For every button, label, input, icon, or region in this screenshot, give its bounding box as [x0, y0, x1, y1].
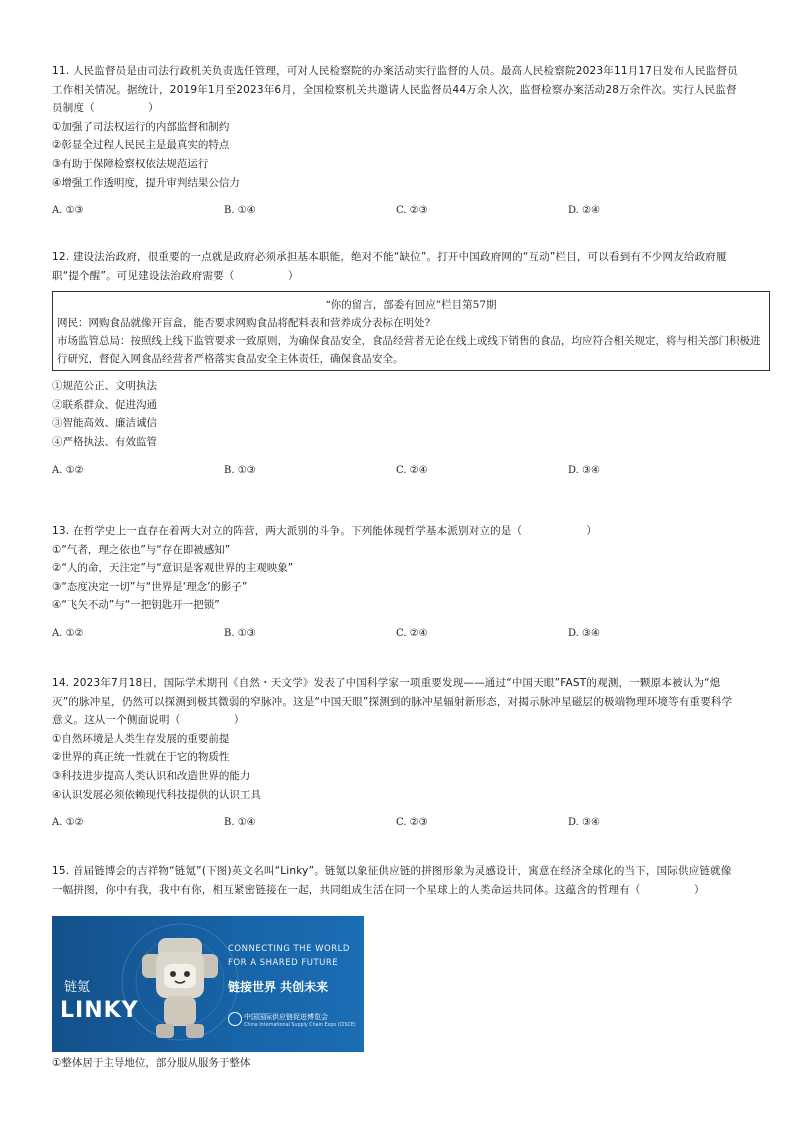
option-item: ②世界的真正统一性就在于它的物质性 — [52, 751, 230, 764]
option-item: ①自然环境是人类生存发展的重要前提 — [52, 732, 230, 745]
option-item: ②彰显全过程人民民主是最真实的特点 — [52, 139, 230, 152]
option-item: ④“飞矢不动”与“一把钥匙开一把锁” — [52, 599, 220, 612]
choice-d: D. ②④ — [568, 205, 600, 217]
linky-mascot-banner — [52, 916, 364, 1052]
expo-name-zh: 中国国际供应链促进博览会 — [244, 1013, 328, 1021]
question-stem: 11. 人民监督员是由司法行政机关负责选任管理，可对人民检察院的办案活动实行监督的人员。最高人民检察院2023年11月17日发布人民监督员工作相关情况。据统计，2019年1月至2023年6月，全国检察机关共邀请人民监督员44万余人次，监督检察办案活动28万余件次。实行人民监督员制度（ ） — [52, 65, 738, 115]
choice-c: C. ②④ — [396, 627, 428, 639]
material-line: 网民：网购食品就像开盲盒，能否要求网购食品将配料表和营养成分表标在明处? — [57, 317, 431, 330]
question-11 — [52, 62, 742, 220]
expo-logo-icon — [228, 1012, 242, 1026]
choice-a: A. ①② — [52, 627, 84, 639]
question-12 — [52, 248, 761, 480]
option-item: ④认识发展必须依赖现代科技提供的认识工具 — [52, 788, 261, 801]
choice-a: A. ①② — [52, 464, 84, 476]
option-item: ①整体居于主导地位，部分服从服务于整体 — [52, 1057, 251, 1069]
mascot-name-zh: 链氪 — [64, 980, 91, 995]
choice-d: D. ③④ — [568, 627, 600, 639]
choice-c: C. ②④ — [396, 464, 428, 476]
question-13 — [52, 522, 742, 643]
choice-b: B. ①③ — [224, 464, 256, 476]
option-item: ④增强工作透明度，提升审判结果公信力 — [52, 176, 240, 189]
option-item: ③科技进步提高人类认识和改造世界的能力 — [52, 769, 251, 782]
mascot-name-en: LINKY — [60, 998, 139, 1023]
answer-choices — [52, 814, 742, 832]
slogan-en-line1: CONNECTING THE WORLD — [228, 944, 350, 954]
option-item: ②联系群众、促进沟通 — [52, 398, 157, 411]
question-stem: 12. 建设法治政府，很重要的一点就是政府必须承担基本职能，绝对不能“缺位”。打开中国政府网的“互动”栏目，可以看到有不少网友给政府履职“提个醒”。可见建设法治政府需要（ ） — [52, 251, 727, 282]
expo-name-en: China International Supply Chain Expo (CISCE) — [244, 1023, 356, 1028]
slogan-zh: 链接世界 共创未来 — [228, 980, 329, 994]
choice-b: B. ①④ — [224, 205, 256, 217]
choice-a: A. ①③ — [52, 205, 84, 217]
choice-a: A. ①② — [52, 817, 84, 829]
question-stem: 15. 首届链博会的吉祥物“链氪”(下图)英文名叫“Linky”。链氪以象征供应链的拼图形象为灵感设计，寓意在经济全球化的当下，国际供应链就像一幅拼图，你中有我，我中有你，相互紧密链接在一起，共同组成生活在同一个星球上的人类命运共同体。这蕴含的哲理有（ ） — [52, 865, 732, 896]
question-stem: 13. 在哲学史上一直存在着两大对立的阵营，两大派别的斗争。下列能体现哲学基本派别对立的是（ ） — [52, 525, 598, 537]
answer-choices — [52, 202, 742, 220]
question-15 — [52, 862, 742, 899]
option-item: ①“气者，理之依也”与“存在即被感知” — [52, 543, 231, 556]
choice-c: C. ②③ — [396, 817, 428, 829]
choice-d: D. ③④ — [568, 464, 600, 476]
option-item: ①规范公正、文明执法 — [52, 380, 157, 393]
option-item: ③智能高效、廉洁诚信 — [52, 417, 157, 430]
material-box — [52, 291, 770, 371]
question-stem: 14. 2023年7月18日，国际学术期刊《自然・天文学》发表了中国科学家一项重要发现——通过“中国天眼”FAST的观测，一颗原本被认为“熄灭”的脉冲星，仍然可以探测到极其微弱的窄脉冲。这是“中国天眼”探测到的脉冲星辐射新形态，对揭示脉冲星磁层的极端物理环境等有重要科学意义。这从一个侧面说明（ ） — [52, 677, 733, 727]
choice-b: B. ①④ — [224, 817, 256, 829]
answer-choices — [52, 625, 742, 643]
option-item: ③有助于保障检察权依法规范运行 — [52, 157, 209, 170]
choice-d: D. ③④ — [568, 817, 600, 829]
question-14 — [52, 674, 742, 832]
choice-c: C. ②③ — [396, 205, 428, 217]
material-line: 市场监管总局：按照线上线下监管要求一致原则，为确保食品安全，食品经营者无论在线上或线下销售的食品，均应符合相关规定，将与相关部门积极进行研究，督促入网食品经营者严格落实食品安全主体责任，确保食品安全。 — [57, 335, 761, 366]
slogan-en-line2: FOR A SHARED FUTURE — [228, 958, 339, 968]
option-item: ①加强了司法权运行的内部监督和制约 — [52, 120, 230, 133]
option-item: ②“人的命，天注定”与“意识是客观世界的主观映象” — [52, 562, 294, 575]
answer-choices — [52, 462, 742, 480]
option-item: ③“态度决定一切”与“世界是‘理念’的影子” — [52, 580, 248, 593]
option-item: ④严格执法、有效监管 — [52, 435, 157, 448]
material-title: “你的留言，部委有回应”栏目第57期 — [325, 299, 497, 312]
choice-b: B. ①③ — [224, 627, 256, 639]
